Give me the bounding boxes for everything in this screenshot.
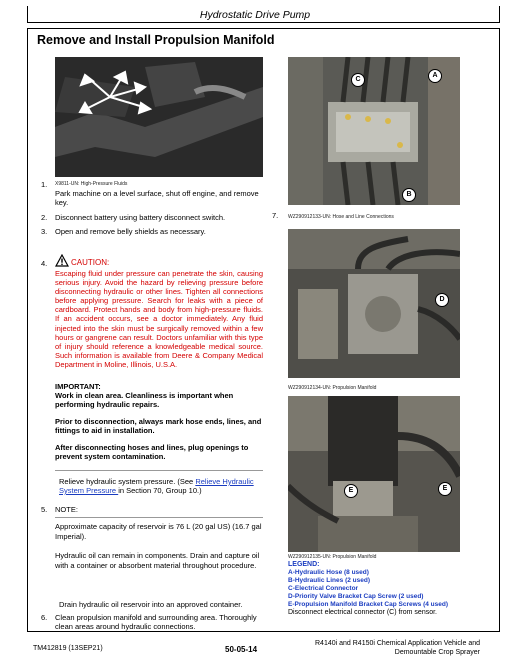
callout-c: C (351, 73, 365, 87)
footer-product-line-2: Demountable Crop Sprayer (394, 649, 480, 656)
page-title: Remove and Install Propulsion Manifold (37, 33, 275, 47)
image3-caption: WZ290912134-UN: Propulsion Manifold (288, 385, 377, 391)
important-line-2: Prior to disconnection, always mark hose ends, lines, and fittings to aid in installation. (55, 417, 262, 435)
step-6-text: Clean propulsion manifold and surrounding area. Thoroughly clean areas around hydraulic connections. (55, 613, 257, 631)
divider (55, 517, 263, 518)
callout-d: D (435, 293, 449, 307)
legend-item-b: B-Hydraulic Lines (2 used) (288, 577, 370, 584)
note-capacity-text: Approximate capacity of reservoir is 76 L (20 gal US) (16.7 gal Imperial). (55, 522, 262, 541)
propulsion-manifold-photo-1 (288, 229, 460, 378)
footer-doc-id: TM412819 (13SEP21) (33, 645, 103, 652)
drain-reservoir-text: Drain hydraulic oil reservoir into an approved container. (59, 600, 243, 609)
disconnect-connector-instruction: Disconnect electrical connector (C) from sensor. (288, 609, 437, 616)
high-pressure-fluid-illustration (55, 57, 263, 177)
relieve-suffix: in Section 70, Group 10.) (118, 486, 202, 495)
caution-header (55, 251, 109, 267)
callout-e-2: E (438, 482, 452, 496)
relieve-prefix: Relieve hydraulic system pressure. (See (59, 477, 196, 486)
note-oil-remain-text: Hydraulic oil can remain in components. Drain and capture oil with a container or absorbent material throughout procedure. (55, 551, 260, 570)
important-title: IMPORTANT: (55, 382, 101, 391)
step-1-text: Park machine on a level surface, shut off engine, and remove key. (55, 189, 259, 207)
step-5-number: 5. (41, 505, 48, 514)
hose-line-connections-photo (288, 57, 460, 205)
step-2-text: Disconnect battery using battery disconnect switch. (55, 213, 226, 222)
legend-item-d: D-Priority Valve Bracket Cap Screw (2 used) (288, 593, 424, 600)
step-3-text: Open and remove belly shields as necessary. (55, 227, 206, 236)
image1-caption: X9811-UN: High-Pressure Fluids (55, 181, 128, 187)
section-name: Hydrostatic Drive Pump (199, 9, 311, 21)
legend-heading: LEGEND: (288, 561, 320, 568)
footer-page-number: 50-05-14 (225, 645, 258, 654)
step-1-number: 1. (41, 180, 48, 189)
legend-item-c: C-Electrical Connector (288, 585, 359, 592)
callout-b: B (402, 188, 416, 202)
caution-title: CAUTION: (71, 258, 110, 267)
important-line-3: After disconnecting hoses and lines, plug openings to prevent system contamination. (55, 443, 249, 461)
callout-e-1: E (344, 484, 358, 498)
legend-item-e: E-Propulsion Manifold Bracket Cap Screws (4 used) (288, 601, 449, 608)
step-3-number: 3. (41, 227, 48, 236)
legend-item-a: A-Hydraulic Hose (8 used) (288, 569, 369, 576)
legend (288, 561, 448, 617)
step-7-number: 7. (272, 211, 279, 220)
relieve-pressure-text (59, 477, 269, 495)
callout-a: A (428, 69, 442, 83)
note-label: NOTE: (55, 505, 78, 514)
image2-caption: WZ290912133-UN: Hose and Line Connections (288, 214, 394, 220)
step-6-number: 6. (41, 613, 48, 622)
important-line-1: Work in clean area. Cleanliness is important when performing hydraulic repairs. (55, 391, 234, 409)
relieve-hydraulic-pressure-link[interactable]: Relieve Hydraulic System Pressure (59, 477, 254, 495)
image4-caption: WZ290912135-UN: Propulsion Manifold (288, 554, 377, 560)
caution-text: Escaping fluid under pressure can penetrate the skin, causing serious injury. Avoid the hazard by relieving pressure before disconnecting hydraulic or other lines. Tighten all connections before applying pressure. Search for leaks with a piece of cardboard. Protect hands and body from high-pressure fluids. If an accident occurs, see a doctor immediately. Any fluid injected into the skin must be surgically removed within a few hours or gangrene can result. Doctors unfamiliar with this type of injury should reference a knowledgeable medical source. Such information is available from Deere & Company Medical Department in Moline, Illinois, U.S.A. (55, 269, 263, 369)
step-4-number: 4. (41, 259, 48, 268)
step-2-number: 2. (41, 213, 48, 222)
warning-triangle-icon (55, 254, 69, 267)
footer-product-line-1: R4140i and R4150i Chemical Application Vehicle and (315, 640, 480, 647)
propulsion-manifold-photo-2 (288, 396, 460, 552)
divider (55, 470, 263, 471)
